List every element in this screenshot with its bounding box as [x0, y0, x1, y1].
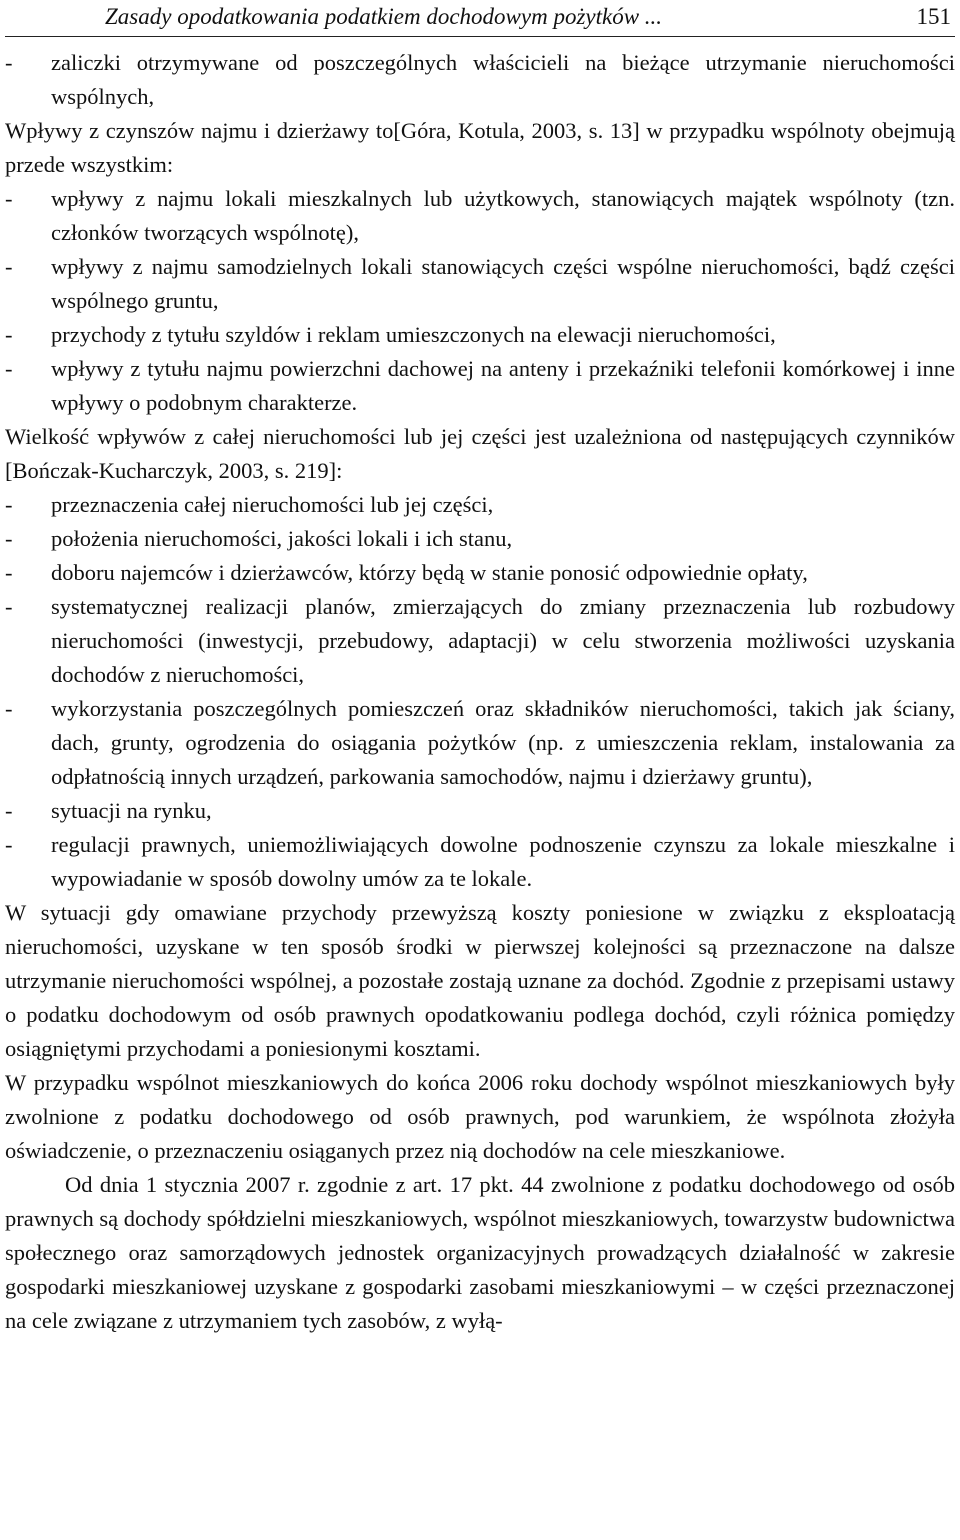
list-item — [5, 590, 955, 692]
list-item-text: przeznaczenia całej nieruchomości lub jej części, — [51, 492, 494, 517]
paragraph: W sytuacji gdy omawiane przychody przewyższą koszty poniesione w związku z eksploatacją nieruchomości, uzyskane w ten sposób środki w pierwszej kolejności są przeznaczone na dalsze utrzymanie nieruchomości wspólnej, a pozostałe zostają uznane za dochód. Zgodnie z przepisami ustawy o podatku dochodowym od osób prawnych opodatkowaniu podlega dochód, czyli różnica pomiędzy osiągniętymi przychodami a poniesionymi kosztami. — [5, 900, 955, 1061]
list-dash: - — [5, 526, 13, 551]
list-item-text: doboru najemców i dzierżawców, którzy będą w stanie ponosić odpowiednie opłaty, — [51, 560, 808, 585]
list-dash: - — [5, 186, 13, 211]
list-item — [5, 182, 955, 250]
list-item — [5, 556, 955, 590]
list-item — [5, 46, 955, 114]
list-item-text: sytuacji na rynku, — [51, 798, 212, 823]
list-item-text: zaliczki otrzymywane od poszczególnych właścicieli na bieżące utrzymanie nieruchomości wspólnych, — [51, 50, 955, 109]
list-item — [5, 488, 955, 522]
list-item-text: położenia nieruchomości, jakości lokali i ich stanu, — [51, 526, 513, 551]
list-dash: - — [5, 832, 13, 857]
running-header — [5, 0, 955, 37]
page-number: 151 — [916, 4, 951, 29]
list-item-text: wykorzystania poszczególnych pomieszczeń oraz składników nieruchomości, takich jak ściany, dach, grunty, ogrodzenia do osiągania pożytków (np. z umieszczenia reklam, instalowania za odpłatnością innych urządzeń, parkowania samochodów, najmu i dzierżawy gruntu), — [51, 696, 955, 789]
chapter-title: Zasady opodatkowania podatkiem dochodowym pożytków ... — [105, 4, 663, 29]
list-dash: - — [5, 594, 13, 619]
paragraph: Wielkość wpływów z całej nieruchomości lub jej części jest uzależniona od następujących czynników [Bończak-Kucharczyk, 2003, s. 219]: — [5, 424, 955, 483]
body-text — [5, 46, 955, 1338]
paragraph: Wpływy z czynszów najmu i dzierżawy to[Góra, Kotula, 2003, s. 13] w przypadku wspólnoty obejmują przede wszystkim: — [5, 118, 955, 177]
list-item-text: wpływy z najmu lokali mieszkalnych lub użytkowych, stanowiących majątek wspólnoty (tzn. członków tworzących wspólnotę), — [51, 186, 955, 245]
paragraph: W przypadku wspólnot mieszkaniowych do końca 2006 roku dochody wspólnot mieszkaniowych były zwolnione z podatku dochodowego od osób prawnych, pod warunkiem, że wspólnota złożyła oświadczenie, o przeznaczeniu osiąganych przez nią dochodów na cele mieszkaniowe. — [5, 1070, 955, 1163]
list-dash: - — [5, 50, 13, 75]
list-item — [5, 692, 955, 794]
list-dash: - — [5, 492, 13, 517]
list-item-text: wpływy z tytułu najmu powierzchni dachowej na anteny i przekaźniki telefonii komórkowej i inne wpływy o podobnym charakterze. — [51, 356, 955, 415]
list-dash: - — [5, 696, 13, 721]
list-item-text: systematycznej realizacji planów, zmierzających do zmiany przeznaczenia lub rozbudowy nieruchomości (inwestycji, przebudowy, adaptacji) w celu stworzenia możliwości uzyskania dochodów z nieruchomości, — [51, 594, 955, 687]
list-dash: - — [5, 356, 13, 381]
list-item — [5, 318, 955, 352]
list-item-text: wpływy z najmu samodzielnych lokali stanowiących części wspólne nieruchomości, bądź części wspólnego gruntu, — [51, 254, 955, 313]
list-item-text: regulacji prawnych, uniemożliwiających dowolne podnoszenie czynszu za lokale mieszkalne i wypowiadanie w sposób dowolny umów za te lokale. — [51, 832, 955, 891]
list-item — [5, 794, 955, 828]
list-dash: - — [5, 798, 13, 823]
list-dash: - — [5, 254, 13, 279]
list-dash: - — [5, 560, 13, 585]
list-item-text: przychody z tytułu szyldów i reklam umieszczonych na elewacji nieruchomości, — [51, 322, 776, 347]
list-item — [5, 828, 955, 896]
list-item — [5, 352, 955, 420]
list-item — [5, 522, 955, 556]
paragraph-indented: Od dnia 1 stycznia 2007 r. zgodnie z art. 17 pkt. 44 zwolnione z podatku dochodowego od osób prawnych są dochody spółdzielni mieszkaniowych, wspólnot mieszkaniowych, towarzystw budownictwa społecznego oraz samorządowych jednostek organizacyjnych prowadzących działalność w zakresie gospodarki mieszkaniowej uzyskane z gospodarki zasobami mieszkaniowymi – w części przeznaczonej na cele związane z utrzymaniem tych zasobów, z wyłą- — [5, 1172, 955, 1333]
list-dash: - — [5, 322, 13, 347]
list-item — [5, 250, 955, 318]
